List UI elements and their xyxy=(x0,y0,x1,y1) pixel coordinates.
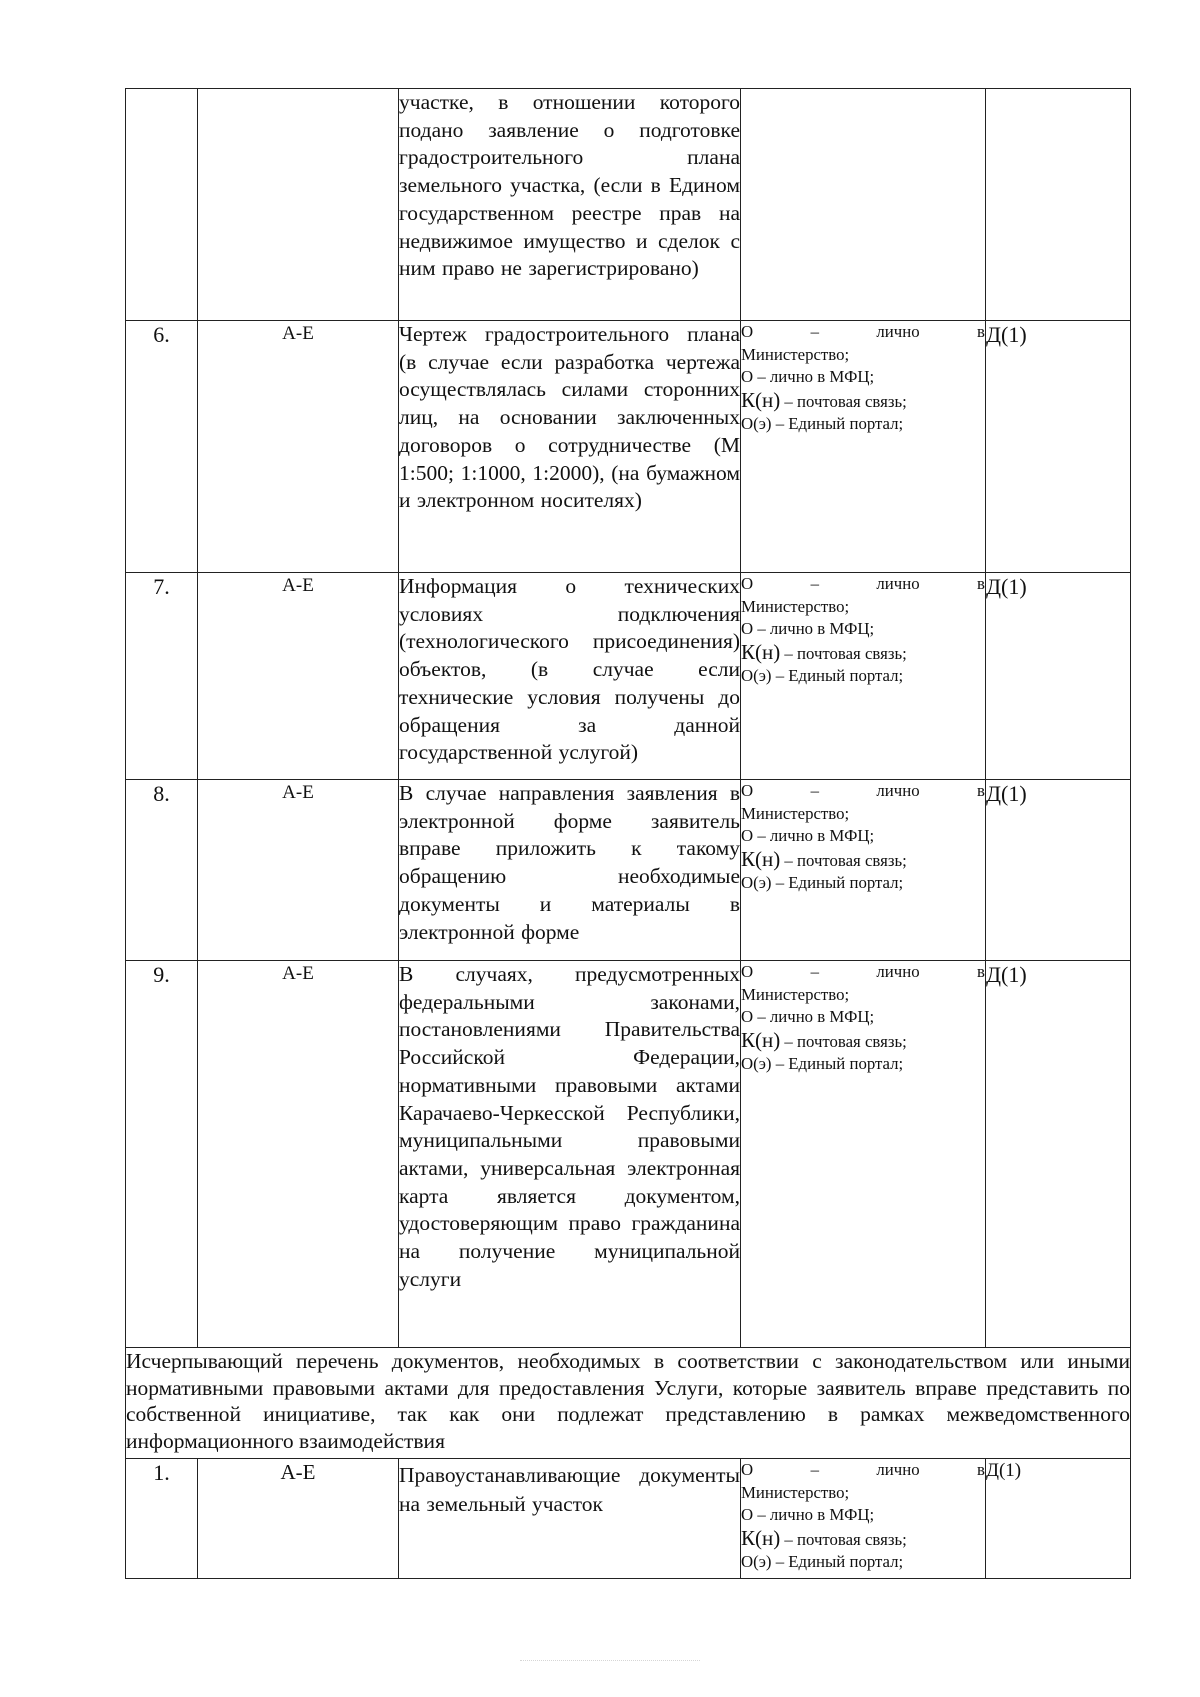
submission-methods xyxy=(741,780,986,961)
applicant-category: А-Е xyxy=(198,961,399,1348)
row-number xyxy=(126,89,198,321)
applicant-category: А-Е xyxy=(198,780,399,961)
table-row xyxy=(126,780,1131,961)
section-row xyxy=(126,1348,1131,1459)
document-description: участке, в отношении которого подано заявление о подготовке градостроительного плана земельного участка, (если в Едином государственном реестре прав на недвижимое имущество и сделок с ним право не зарегистрировано) xyxy=(399,89,741,321)
table-row xyxy=(126,89,1131,321)
table-row xyxy=(126,573,1131,780)
document-form: Д(1) xyxy=(986,573,1131,780)
method-line: К(н) – почтовая связь; xyxy=(741,639,907,664)
submission-methods xyxy=(741,961,986,1348)
document-form: Д(1) xyxy=(986,1459,1131,1579)
method-line: К(н) – почтовая связь; xyxy=(741,387,907,412)
submission-methods xyxy=(741,573,986,780)
method-line: О – лично в МФЦ; xyxy=(741,1007,875,1026)
document-description: В случаях, предусмотренных федеральными законами, постановлениями Правительства Российской Федерации, нормативными правовыми актами Карачаево-Черкесской Республики, муниципальными правовыми актами, универсальная электронная карта является документом, удостоверяющим право гражданина на получение муниципальной услуги xyxy=(399,961,741,1348)
method-line: О – лично в МФЦ; xyxy=(741,367,875,386)
method-line: О – лично в xyxy=(741,574,985,593)
applicant-category: А-Е xyxy=(198,1459,399,1579)
method-line: Министерство; xyxy=(741,803,850,823)
method-line: О(э) – Единый портал; xyxy=(741,873,904,892)
method-line: О(э) – Единый портал; xyxy=(741,414,904,433)
method-line: К(н) – почтовая связь; xyxy=(741,1027,907,1052)
method-line: О – лично в xyxy=(741,1460,985,1479)
method-line: О – лично в xyxy=(741,322,985,341)
row-number: 9. xyxy=(126,961,198,1348)
submission-methods xyxy=(741,1459,986,1579)
submission-methods xyxy=(741,321,986,573)
row-number: 8. xyxy=(126,780,198,961)
method-line: О(э) – Единый портал; xyxy=(741,666,904,685)
document-description: В случае направления заявления в электронной форме заявитель вправе приложить к такому обращению необходимые документы и материалы в электронной форме xyxy=(399,780,741,961)
applicant-category: А-Е xyxy=(198,321,399,573)
row-number: 6. xyxy=(126,321,198,573)
document-description: Информация о технических условиях подключения (технологического присоединения) объектов, (в случае если технические условия получены до обращения за данной государственной услугой) xyxy=(399,573,741,780)
document-form: Д(1) xyxy=(986,780,1131,961)
row-number: 1. xyxy=(126,1459,198,1579)
method-line: Министерство; xyxy=(741,984,850,1004)
method-line: О(э) – Единый портал; xyxy=(741,1054,904,1073)
applicant-category: А-Е xyxy=(198,573,399,780)
table-row xyxy=(126,961,1131,1348)
document-description: Правоустанавливающие документы на земельный участок xyxy=(399,1459,741,1579)
row-number: 7. xyxy=(126,573,198,780)
method-line: О – лично в МФЦ; xyxy=(741,1505,875,1524)
method-line: Министерство; xyxy=(741,596,850,616)
section-heading: Исчерпывающий перечень документов, необходимых в соответствии с законодательством или иными нормативными правовыми актами для предоставления Услуги, которые заявитель вправе представить по собственной инициативе, так как они подлежат представлению в рамках межведомственного информационного взаимодействия xyxy=(126,1348,1131,1459)
applicant-category xyxy=(198,89,399,321)
method-line: Министерство; xyxy=(741,344,850,364)
document-form: Д(1) xyxy=(986,961,1131,1348)
document-description: Чертеж градостроительного плана (в случае если разработка чертежа осуществлялась силами сторонних лиц, на основании заключенных договоров о сотрудничестве (М 1:500; 1:1000, 1:2000), (на бумажном и электронном носителях) xyxy=(399,321,741,573)
method-line: О – лично в МФЦ; xyxy=(741,619,875,638)
method-line: О – лично в xyxy=(741,781,985,800)
method-line: Министерство; xyxy=(741,1482,850,1502)
document-form: Д(1) xyxy=(986,321,1131,573)
scan-noise xyxy=(520,1660,700,1675)
method-line: К(н) – почтовая связь; xyxy=(741,846,907,871)
document-form xyxy=(986,89,1131,321)
scan-noise xyxy=(430,30,750,52)
submission-methods xyxy=(741,89,986,321)
table-row xyxy=(126,1459,1131,1579)
table-row xyxy=(126,321,1131,573)
method-line: О – лично в xyxy=(741,962,985,981)
method-line: О – лично в МФЦ; xyxy=(741,826,875,845)
method-line: К(н) – почтовая связь; xyxy=(741,1525,907,1550)
method-line: О(э) – Единый портал; xyxy=(741,1552,904,1571)
documents-table xyxy=(125,88,1131,1579)
